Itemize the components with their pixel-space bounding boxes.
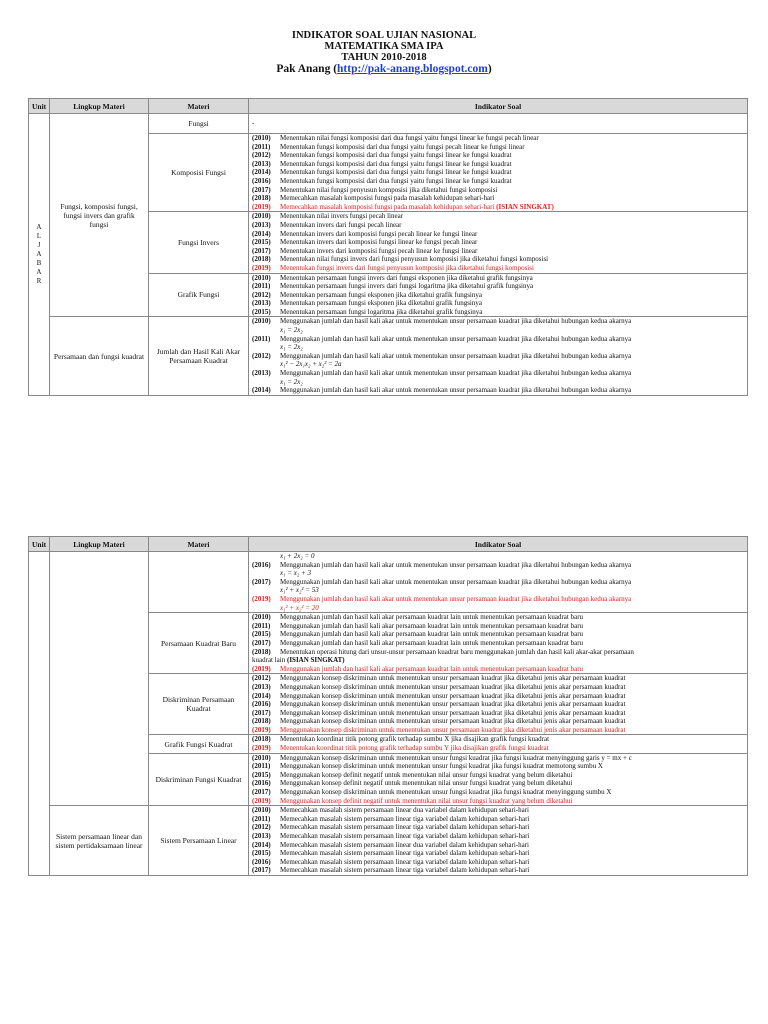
year-label: (2014)	[252, 840, 271, 849]
doc-subject: MATEMATIKA SMA IPA	[324, 41, 444, 52]
year-label: (2015)	[252, 849, 271, 858]
indicator-line	[252, 578, 744, 587]
indicator-line	[252, 726, 744, 735]
indicator-line	[252, 866, 744, 875]
year-label: (2017)	[252, 788, 271, 797]
indicator-cell	[249, 674, 748, 735]
indicator-text: Menentukan fungsi komposisi dari dua fungsi yaitu fungsi pecah linear ke fungsi linear	[280, 142, 525, 151]
year-label: (2019)	[252, 796, 271, 805]
indicator-cell	[249, 613, 748, 674]
year-label: (2011)	[252, 621, 271, 630]
year-label: (2010)	[252, 613, 271, 622]
materi-cell: Grafik Fungsi Kuadrat	[149, 735, 249, 753]
year-label: (2019)	[252, 744, 271, 753]
indicator-text: Memecahkan masalah sistem persamaan linear tiga variabel dalam kehidupan sehari-hari	[280, 857, 530, 866]
indicator-text: Menentukan nilai fungsi penyusun komposisi jika diketahui fungsi komposisi	[280, 185, 498, 194]
indicator-line	[252, 168, 744, 177]
indicator-text: -	[252, 119, 255, 128]
year-label: (2014)	[252, 386, 271, 395]
indicator-cell	[249, 212, 748, 273]
table-row	[29, 806, 748, 876]
indicator-line	[252, 238, 744, 247]
formula-text: x₁² − 2x₁x₂ + x₂² = 2a	[280, 360, 342, 369]
year-label: (2010)	[252, 212, 271, 221]
indicator-table-page-1	[28, 98, 748, 396]
indicator-line	[252, 630, 744, 639]
indicator-text: Menggunakan konsep diskriminan untuk menentukan unsur fungsi kuadrat jika fungsi kuadrat menyinggung garis y = mx + c	[280, 753, 632, 762]
col-materi: Materi	[149, 537, 249, 552]
formula-text: x₁ = 2x₂	[280, 326, 303, 335]
lingkup-cell: Persamaan dan fungsi kuadrat	[50, 317, 149, 395]
indicator-text: Menentukan koordinat titik potong grafik terhadap sumbu X jika disajikan grafik fungsi kuadrat	[280, 735, 550, 744]
year-label: (2019)	[252, 263, 271, 272]
indicator-line	[252, 308, 744, 317]
year-label: (2013)	[252, 832, 271, 840]
indicator-text: Menggunakan jumlah dan hasil kali akar untuk menentukan unsur persamaan kuadrat jika diketahui hubungan kedua akarnya	[280, 369, 632, 378]
year-label: (2017)	[252, 185, 271, 194]
unit-cell	[29, 114, 50, 396]
indicator-line	[252, 797, 744, 806]
doc-author	[0, 63, 768, 76]
materi-cell: Diskriminan Persamaan Kuadrat	[149, 674, 249, 735]
indicator-text: Menentukan fungsi invers dari fungsi penyusun komposisi jika diketahui fungsi komposisi	[280, 263, 534, 272]
indicator-text: Menggunakan konsep diskriminan untuk menentukan unsur persamaan kuadrat jika diketahui jenis akar persamaan kuadrat	[280, 708, 626, 717]
indicator-text: Memecahkan masalah sistem persamaan linear dua variabel dalam kehidupan sehari-hari	[280, 806, 529, 815]
indicator-text: Menggunakan jumlah dan hasil kali akar persamaan kuadrat lain untuk menentukan persamaan kuadrat baru	[280, 621, 584, 630]
indicator-text: Menentukan persamaan fungsi invers dari fungsi eksponen jika diketahui grafik fungsinya	[280, 273, 533, 282]
indicator-line	[252, 622, 744, 631]
indicator-line	[252, 151, 744, 160]
year-label: (2019)	[252, 594, 271, 603]
year-label: (2018)	[252, 647, 271, 656]
indicator-cell	[249, 753, 748, 806]
indicator-text: Menggunakan jumlah dan hasil kali akar persamaan kuadrat lain untuk menentukan persamaan kuadrat baru	[280, 664, 584, 673]
formula-line	[252, 569, 744, 578]
indicator-line	[252, 858, 744, 867]
formula-text: x₁ + 2x₂ = 0	[280, 552, 315, 560]
indicator-text: Menggunakan jumlah dan hasil kali akar untuk menentukan unsur persamaan kuadrat jika diketahui hubungan kedua akarnya	[280, 351, 632, 360]
indicator-text: Menentukan koordinat titik potong grafik terhadap sumbu Y jika disajikan grafik fungsi kuadrat	[280, 744, 549, 753]
indicator-line	[252, 771, 744, 780]
year-label: (2011)	[252, 282, 271, 291]
author-link[interactable]: http://pak-anang.blogspot.com	[337, 63, 488, 75]
indicator-line	[252, 134, 744, 143]
year-label: (2016)	[252, 700, 271, 709]
formula-line	[252, 604, 744, 613]
indicator-text: Menentukan fungsi komposisi dari dua fungsi yaitu fungsi linear ke fungsi kuadrat	[280, 151, 512, 160]
materi-cell: Diskriminan Fungsi Kuadrat	[149, 753, 249, 806]
indicator-line	[252, 806, 744, 815]
indicator-line	[252, 754, 744, 763]
materi-cell: Sistem Persamaan Linear	[149, 806, 249, 876]
indicator-line	[252, 595, 744, 604]
indicator-text: Menentukan fungsi komposisi dari dua fungsi yaitu fungsi linear ke fungsi kuadrat	[280, 176, 512, 185]
indicator-line	[252, 788, 744, 797]
year-label: (2015)	[252, 630, 271, 639]
indicator-text: kuadrat lain	[252, 656, 287, 665]
indicator-line	[252, 386, 744, 395]
year-label: (2014)	[252, 168, 271, 177]
year-label: (2010)	[252, 273, 271, 282]
indicator-text: Menentukan invers dari komposisi fungsi pecah linear ke fungsi linear	[280, 246, 478, 255]
indicator-text: Menentukan persamaan fungsi eksponen jika diketahui grafik fungsinya	[280, 299, 482, 308]
indicator-cell	[249, 806, 748, 876]
year-label: (2010)	[252, 806, 271, 815]
indicator-text: Memecahkan masalah sistem persamaan linear tiga variabel dalam kehidupan sehari-hari	[280, 866, 530, 875]
formula-text: x₁ = x₂ + 3	[280, 569, 312, 578]
indicator-cell	[249, 134, 748, 212]
indicator-cell	[249, 552, 748, 613]
year-label: (2015)	[252, 770, 271, 779]
indicator-text: Menggunakan jumlah dan hasil kali akar untuk menentukan unsur persamaan kuadrat jika diketahui hubungan kedua akarnya	[280, 560, 632, 569]
year-label: (2018)	[252, 735, 271, 744]
indicator-line	[252, 369, 744, 378]
indicator-line	[252, 717, 744, 726]
indicator-line	[252, 194, 744, 203]
indicator-cell	[249, 273, 748, 317]
indicator-text: Menggunakan konsep definit negatif untuk menentukan nilai unsur fungsi kuadrat yang belum diketahui	[280, 770, 573, 779]
year-label: (2014)	[252, 229, 271, 238]
indicator-text: Menentukan operasi hitung dari unsur-unsur persamaan kuadrat baru menggunakan jumlah dan hasil kali akar-akar persamaan	[280, 647, 634, 656]
indicator-line	[252, 186, 744, 195]
indicator-text: Menentukan persamaan fungsi eksponen jika diketahui grafik fungsinya	[280, 290, 482, 299]
formula-line	[252, 360, 744, 369]
indicator-table-page-2	[28, 536, 748, 876]
indicator-text: Menggunakan konsep diskriminan untuk menentukan unsur persamaan kuadrat jika diketahui jenis akar persamaan kuadrat	[280, 691, 626, 700]
table-header-row	[29, 99, 748, 114]
table-row	[29, 552, 748, 613]
year-label: (2011)	[252, 814, 271, 823]
indicator-line	[252, 177, 744, 186]
indicator-text: Menentukan invers dari komposisi fungsi linear ke fungsi pecah linear	[280, 238, 478, 247]
col-unit: Unit	[29, 537, 50, 552]
indicator-text: Menggunakan jumlah dan hasil kali akar persamaan kuadrat lain untuk menentukan persamaan kuadrat baru	[280, 613, 584, 622]
formula-line	[252, 343, 744, 352]
materi-cell: Persamaan Kuadrat Baru	[149, 613, 249, 674]
unit-cell	[29, 552, 50, 876]
col-lingkup: Lingkup Materi	[50, 99, 149, 114]
indicator-text: Menentukan invers dari komposisi fungsi pecah linear ke fungsi linear	[280, 229, 478, 238]
doc-years: TAHUN 2010-2018	[341, 52, 427, 63]
indicator-text: Memecahkan masalah sistem persamaan linear tiga variabel dalam kehidupan sehari-hari	[280, 832, 530, 840]
indicator-line	[252, 255, 744, 264]
indicator-line	[252, 700, 744, 709]
short-answer-tag: (ISIAN SINGKAT)	[287, 656, 345, 665]
indicator-text: Menentukan nilai fungsi komposisi dari dua fungsi yaitu fungsi linear ke fungsi pecah linear	[280, 134, 539, 142]
indicator-text: Menentukan persamaan fungsi logaritma jika diketahui grafik fungsinya	[280, 307, 483, 316]
indicator-line	[252, 841, 744, 850]
formula-text: x₁² + x₂² = 53	[280, 586, 319, 595]
indicator-line	[252, 709, 744, 718]
year-label: (2017)	[252, 866, 271, 875]
formula-line	[252, 552, 744, 561]
doc-title: INDIKATOR SOAL UJIAN NASIONAL	[291, 30, 477, 41]
materi-cell: Fungsi Invers	[149, 212, 249, 273]
indicator-line	[252, 832, 744, 841]
indicator-line	[252, 683, 744, 692]
author-prefix: Pak Anang (	[276, 63, 338, 75]
indicator-text: Menggunakan jumlah dan hasil kali akar untuk menentukan unsur persamaan kuadrat jika diketahui hubungan kedua akarnya	[280, 317, 632, 326]
indicator-line	[252, 735, 744, 744]
formula-line	[252, 586, 744, 595]
indicator-text: Menentukan persamaan fungsi invers dari fungsi logaritma jika diketahui grafik fungsinya	[280, 282, 534, 291]
year-label: (2012)	[252, 290, 271, 299]
year-label: (2013)	[252, 369, 271, 378]
year-label: (2010)	[252, 134, 271, 142]
year-label: (2018)	[252, 194, 271, 203]
year-label: (2012)	[252, 151, 271, 160]
indicator-cell	[249, 114, 748, 134]
indicator-line	[252, 849, 744, 858]
indicator-text: Memecahkan masalah komposisi fungsi pada masalah kehidupan sehari-hari	[280, 202, 497, 211]
year-label: (2015)	[252, 307, 271, 316]
year-label: (2019)	[252, 664, 271, 673]
indicator-line	[252, 274, 744, 283]
year-label: (2010)	[252, 753, 271, 762]
year-label: (2013)	[252, 682, 271, 691]
col-indikator: Indikator Soal	[249, 537, 748, 552]
indicator-text: Memecahkan masalah sistem persamaan linear dua variabel dalam kehidupan sehari-hari	[280, 840, 529, 849]
year-label: (2017)	[252, 708, 271, 717]
materi-cell	[149, 552, 249, 613]
indicator-line	[252, 561, 744, 570]
col-indikator: Indikator Soal	[249, 99, 748, 114]
indicator-line	[252, 656, 744, 665]
lingkup-cell: Sistem persamaan linear dan sistem pertidaksamaan linear	[50, 806, 149, 876]
indicator-text: Menggunakan jumlah dan hasil kali akar untuk menentukan unsur persamaan kuadrat jika diketahui hubungan kedua akarnya	[280, 386, 632, 395]
year-label: (2012)	[252, 351, 271, 360]
indicator-line	[252, 665, 744, 674]
indicator-line	[252, 221, 744, 230]
year-label: (2018)	[252, 717, 271, 726]
indicator-line	[252, 299, 744, 308]
indicator-text: Menentukan nilai invers fungsi pecah linear	[280, 212, 404, 221]
indicator-line	[252, 692, 744, 701]
year-label: (2014)	[252, 691, 271, 700]
year-label: (2013)	[252, 159, 271, 168]
indicator-text: Menentukan fungsi komposisi dari dua fungsi yaitu fungsi linear ke fungsi kuadrat	[280, 168, 512, 177]
indicator-line	[252, 744, 744, 753]
indicator-text: Memecahkan masalah sistem persamaan linear tiga variabel dalam kehidupan sehari-hari	[280, 823, 530, 832]
author-suffix: )	[487, 63, 492, 75]
formula-text: x₁ = 2x₂	[280, 377, 303, 386]
table-row	[29, 114, 748, 134]
year-label: (2017)	[252, 577, 271, 586]
year-label: (2019)	[252, 725, 271, 734]
indicator-text: Menggunakan konsep diskriminan untuk menentukan unsur persamaan kuadrat jika diketahui jenis akar persamaan kuadrat	[280, 725, 626, 734]
formula-text: x₁ = 2x₂	[280, 343, 303, 352]
year-label: (2013)	[252, 220, 271, 229]
indicator-text: Menggunakan konsep diskriminan untuk menentukan unsur persamaan kuadrat jika diketahui jenis akar persamaan kuadrat	[280, 700, 626, 709]
indicator-text: Memecahkan masalah komposisi fungsi pada masalah kehidupan sehari-hari	[280, 194, 495, 203]
table-header-row	[29, 537, 748, 552]
year-label: (2013)	[252, 299, 271, 308]
indicator-line	[252, 648, 744, 657]
formula-line	[252, 378, 744, 387]
formula-text: x₁² + x₂² = 20	[280, 603, 319, 612]
indicator-line	[252, 674, 744, 683]
indicator-line	[252, 230, 744, 239]
indicator-text: Menggunakan konsep diskriminan untuk menentukan unsur fungsi kuadrat jika fungsi kuadrat menyinggung sumbu X	[280, 788, 612, 797]
indicator-line	[252, 264, 744, 273]
year-label: (2012)	[252, 674, 271, 683]
indicator-line	[252, 203, 744, 212]
indicator-line	[252, 143, 744, 152]
year-label: (2018)	[252, 255, 271, 264]
year-label: (2012)	[252, 823, 271, 832]
indicator-line	[252, 815, 744, 824]
indicator-text: Menentukan fungsi komposisi dari dua fungsi yaitu fungsi linear ke fungsi kuadrat	[280, 159, 512, 168]
indicator-line	[252, 352, 744, 361]
indicator-text: Menggunakan konsep diskriminan untuk menentukan unsur fungsi kuadrat jika fungsi kuadrat memotong sumbu X	[280, 762, 603, 771]
year-label: (2011)	[252, 142, 271, 151]
lingkup-cell	[50, 552, 149, 806]
col-unit: Unit	[29, 99, 50, 114]
indicator-text: Menggunakan jumlah dan hasil kali akar untuk menentukan unsur persamaan kuadrat jika diketahui hubungan kedua akarnya	[280, 577, 632, 586]
indicator-text: Menggunakan konsep definit negatif untuk menentukan nilai unsur fungsi kuadrat yang belum diketahui	[280, 779, 573, 788]
indicator-line	[252, 282, 744, 291]
indicator-line	[252, 212, 744, 221]
year-label: (2011)	[252, 334, 271, 343]
indicator-text: Menentukan nilai fungsi invers dari fungsi penyusun komposisi jika diketahui fungsi komposisi	[280, 255, 549, 264]
indicator-line	[252, 613, 744, 622]
materi-cell: Fungsi	[149, 114, 249, 134]
year-label: (2016)	[252, 560, 271, 569]
indicator-line	[252, 335, 744, 344]
lingkup-cell: Fungsi, komposisi fungsi, fungsi invers dan grafik fungsi	[50, 114, 149, 317]
indicator-line	[252, 247, 744, 256]
indicator-line	[252, 639, 744, 648]
table-row	[29, 317, 748, 395]
indicator-text: Menggunakan konsep diskriminan untuk menentukan unsur persamaan kuadrat jika diketahui jenis akar persamaan kuadrat	[280, 717, 626, 726]
indicator-text: Menggunakan konsep diskriminan untuk menentukan unsur persamaan kuadrat jika diketahui jenis akar persamaan kuadrat	[280, 674, 626, 683]
indicator-text: Menggunakan jumlah dan hasil kali akar persamaan kuadrat lain untuk menentukan persamaan kuadrat baru	[280, 630, 584, 639]
year-label: (2017)	[252, 246, 271, 255]
indicator-text: Menggunakan jumlah dan hasil kali akar persamaan kuadrat lain untuk menentukan persamaan kuadrat baru	[280, 638, 584, 647]
indicator-line	[252, 762, 744, 771]
indicator-text: Menggunakan konsep definit negatif untuk menentukan nilai unsur fungsi kuadrat yang belum diketahui	[280, 796, 573, 805]
year-label: (2016)	[252, 176, 271, 185]
indicator-cell	[249, 735, 748, 753]
formula-line	[252, 326, 744, 335]
materi-cell: Komposisi Fungsi	[149, 134, 249, 212]
indicator-cell	[249, 317, 748, 395]
col-materi: Materi	[149, 99, 249, 114]
year-label: (2010)	[252, 317, 271, 326]
year-label: (2019)	[252, 202, 271, 211]
indicator-text: Menggunakan konsep diskriminan untuk menentukan unsur persamaan kuadrat jika diketahui jenis akar persamaan kuadrat	[280, 682, 626, 691]
indicator-line	[252, 779, 744, 788]
year-label: (2011)	[252, 762, 271, 771]
indicator-line	[252, 160, 744, 169]
year-label: (2016)	[252, 857, 271, 866]
indicator-line	[252, 291, 744, 300]
materi-cell: Jumlah dan Hasil Kali Akar Persamaan Kuadrat	[149, 317, 249, 395]
indicator-text: Menentukan invers dari fungsi pecah linear	[280, 220, 402, 229]
indicator-line	[252, 317, 744, 326]
year-label: (2017)	[252, 638, 271, 647]
indicator-text: Menggunakan jumlah dan hasil kali akar untuk menentukan unsur persamaan kuadrat jika diketahui hubungan kedua akarnya	[280, 334, 632, 343]
indicator-text: Memecahkan masalah sistem persamaan linear tiga variabel dalam kehidupan sehari-hari	[280, 849, 530, 858]
unit-label: A L J A B A R	[36, 223, 42, 285]
indicator-text: Menggunakan jumlah dan hasil kali akar untuk menentukan unsur persamaan kuadrat jika diketahui hubungan kedua akarnya	[280, 594, 632, 603]
col-lingkup: Lingkup Materi	[50, 537, 149, 552]
short-answer-tag: (ISIAN SINGKAT)	[496, 202, 554, 211]
indicator-line	[252, 823, 744, 832]
materi-cell: Grafik Fungsi	[149, 273, 249, 317]
indicator-text: Memecahkan masalah sistem persamaan linear tiga variabel dalam kehidupan sehari-hari	[280, 814, 530, 823]
year-label: (2016)	[252, 779, 271, 788]
document-header	[0, 30, 768, 76]
year-label: (2015)	[252, 238, 271, 247]
indicator-line	[252, 119, 744, 128]
